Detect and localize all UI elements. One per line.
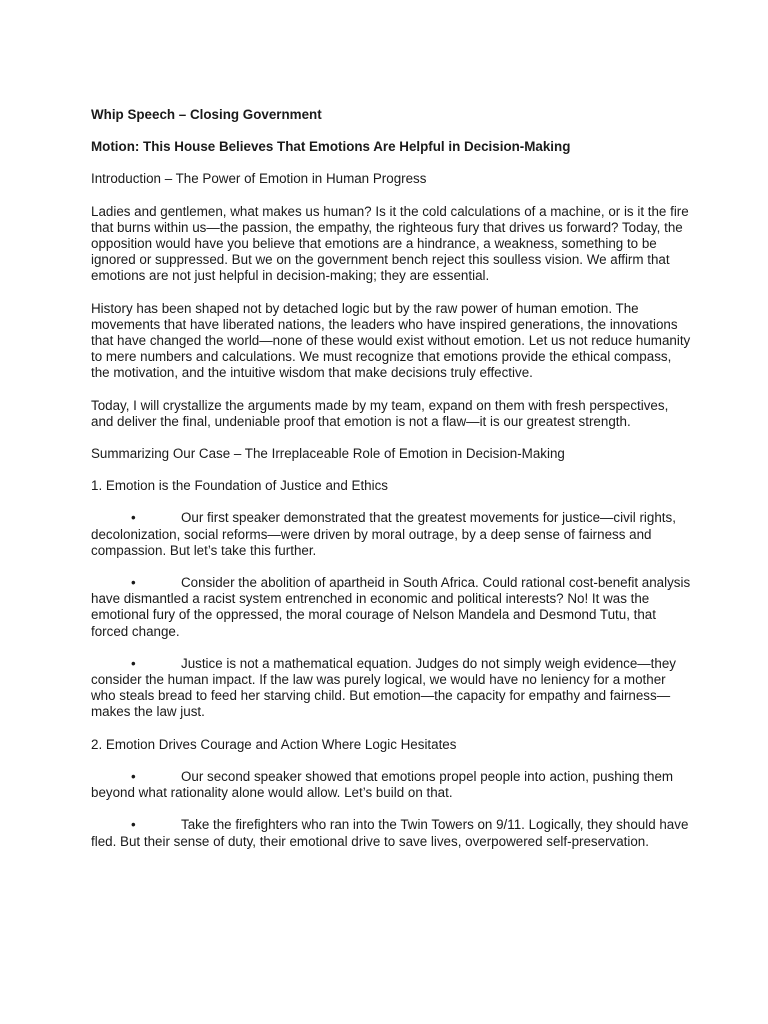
bullet-item (91, 769, 691, 801)
bullet-text: Our second speaker showed that emotions propel people into action, pushing them beyond what rationality alone would allow. Let’s build on that. (91, 768, 674, 801)
section-heading: 1. Emotion is the Foundation of Justice and Ethics (91, 478, 388, 494)
bullet-glyph: • (131, 575, 136, 591)
intro-heading: Introduction – The Power of Emotion in Human Progress (91, 171, 427, 187)
motion-statement: Motion: This House Believes That Emotions Are Helpful in Decision-Making (91, 139, 571, 155)
bullet-glyph: • (131, 655, 136, 671)
summary-heading: Summarizing Our Case – The Irreplaceable Role of Emotion in Decision-Making (91, 446, 565, 462)
bullet-text: Our first speaker demonstrated that the greatest movements for justice—civil rights, decolonization, social reforms—were driven by moral outrage, by a deep sense of fairness and compassion. But let’s take this further. (91, 510, 676, 558)
bullet-item (91, 575, 691, 640)
paragraph: Ladies and gentlemen, what makes us human? Is it the cold calculations of a machine, or is it the fire that burns within us—the passion, the empathy, the righteous fury that drives us forward? Today, the opposition would have you believe that emotions are a hindrance, a weakness, something to be ignored or suppressed. But we on the government bench reject this soulless vision. We affirm that emotions are not just helpful in decision-making; they are essential. (91, 203, 689, 284)
paragraph: Today, I will crystallize the arguments made by my team, expand on them with fresh perspectives, and deliver the final, undeniable proof that emotion is not a flaw—it is our greatest strength. (91, 397, 669, 429)
bullet-glyph: • (131, 510, 136, 526)
bullet-item (91, 656, 691, 721)
bullet-item (91, 817, 691, 849)
paragraph: History has been shaped not by detached logic but by the raw power of human emotion. The movements that have liberated nations, the leaders who have inspired generations, the innovations that have changed the world—none of these would exist without emotion. Let us not reduce humanity to mere numbers and calculations. We must recognize that emotions provide the ethical compass, the motivation, and the intuitive wisdom that make decisions truly effective. (91, 300, 691, 381)
section-heading: 2. Emotion Drives Courage and Action Where Logic Hesitates (91, 736, 457, 752)
bullet-glyph: • (131, 817, 136, 833)
bullet-glyph: • (131, 768, 136, 784)
bullet-text: Justice is not a mathematical equation. Judges do not simply weigh evidence—they consider the human impact. If the law was purely logical, we would have no leniency for a mother who steals bread to feed her starving child. But emotion—the capacity for empathy and fairness—makes the law just. (91, 655, 676, 720)
document-title: Whip Speech – Closing Government (91, 107, 322, 122)
bullet-text: Consider the abolition of apartheid in South Africa. Could rational cost-benefit analysis have dismantled a racist system entrenched in economic and political interests? No! It was the emotional fury of the oppressed, the moral courage of Nelson Mandela and Desmond Tutu, that forced change. (91, 575, 691, 639)
document-page (91, 107, 691, 866)
bullet-item (91, 510, 691, 559)
bullet-text: Take the firefighters who ran into the Twin Towers on 9/11. Logically, they should have fled. But their sense of duty, their emotional drive to save lives, overpowered self-preservation. (91, 817, 689, 849)
